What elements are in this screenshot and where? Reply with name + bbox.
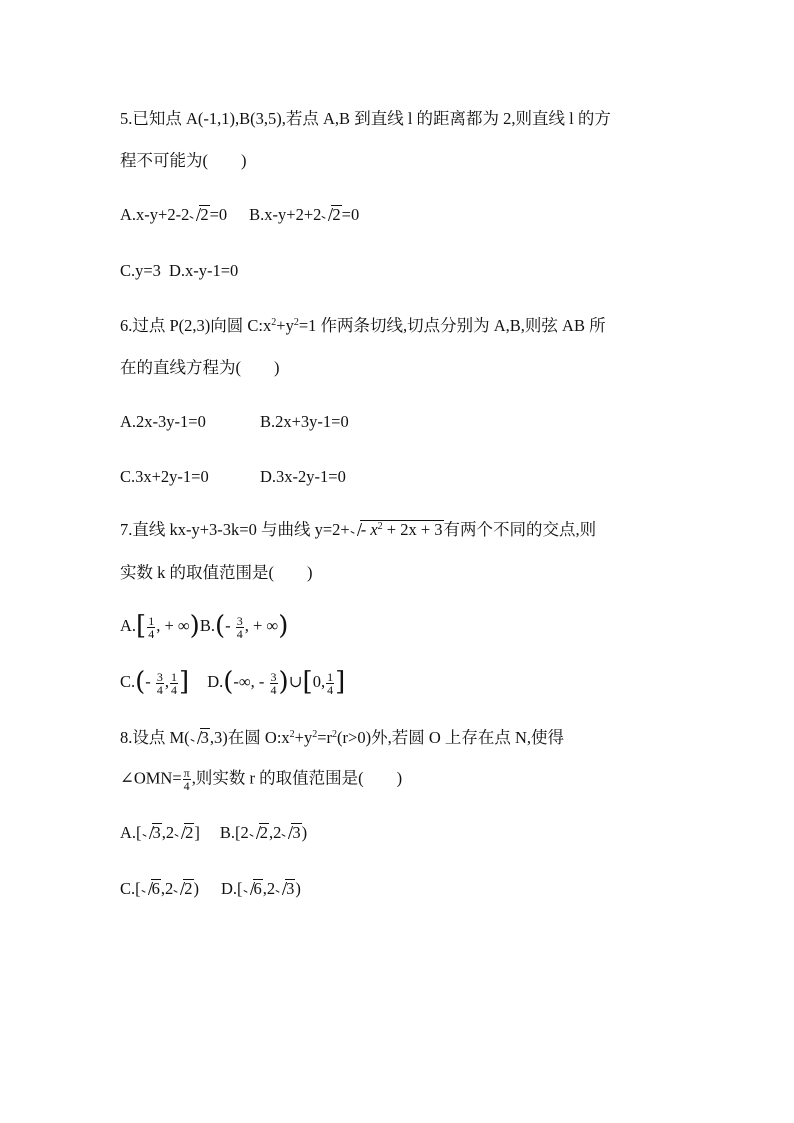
q8-stem-line2: ∠OMN= $\frac{\pi}{4}$ ,则实数 r 的取值范围是( ) — [120, 766, 403, 793]
q8-option-c: C.[ 6,2 2) — [120, 879, 199, 898]
q6-stem-line2: 在的直线方程为( ) — [120, 358, 280, 377]
q5-option-b: B.x-y+2+2 2=0 — [249, 205, 360, 224]
q5-stem-line1: 5.已知点 A(-1,1),B(3,5),若点 A,B 到直线 l 的距离都为 2,则直线 l 的方 — [120, 109, 611, 128]
q8-option-b: B.[2 2,2 3) — [219, 823, 308, 842]
q8-options-ab — [120, 822, 307, 844]
q5-options-ab — [120, 204, 359, 226]
q7-stem-line1: 7.直线 kx-y+3-3k=0 与曲线 $y=2+ - x^2 + 2x + 3$有两个不同的交点,则 — [120, 520, 597, 539]
q7-options-ab — [120, 611, 289, 642]
q5-option-a: A.x-y+2-2 2=0 — [120, 205, 228, 224]
q8-options-cd — [120, 878, 301, 900]
q7-option-b: B.(- $\frac{3}{4}$ , + ∞) — [199, 611, 289, 642]
q8-option-a: A.[ 3,2 2] — [120, 823, 200, 842]
q7-option-a: A.[ $\frac{1}{4}$ , + ∞) — [120, 611, 200, 642]
q8-option-d: D.[ 6,2 3) — [221, 879, 301, 898]
q5-options-cd — [120, 260, 238, 282]
q6-stem-line1: 6.过点 P(2,3)向圆 $C:x^2+y^2=1$ 作两条切线,切点分别为 A,B,则弦 AB 所 — [120, 316, 606, 335]
q7-options-cd — [120, 667, 346, 698]
q7-option-d: D.(-∞, - $\frac{3}{4}$ )∪[0, $\frac{1}{4}$ ] — [207, 667, 346, 698]
q8-stem-line1: 8.设点 M( 3,3)在圆 $O:x^2+y^2=r^2(r>0)$外,若圆 O 上存在点 N,使得 — [120, 728, 565, 747]
q7-stem-line2: 实数 k 的取值范围是( ) — [120, 563, 313, 582]
q6-options-ab — [120, 411, 349, 433]
q6-option-c: C.3x+2y-1=0 — [120, 467, 209, 486]
q7-option-c: C.(- $\frac{3}{4}$ , $\frac{1}{4}$ ] — [120, 667, 190, 698]
q6-option-b: B.2x+3y-1=0 — [260, 412, 349, 431]
q6-option-d: D.3x-2y-1=0 — [260, 467, 346, 486]
q5-stem-line2: 程不可能为( ) — [120, 151, 247, 170]
q6-option-a: A.2x-3y-1=0 — [120, 412, 206, 431]
q5-option-c: C.y=3 — [120, 261, 161, 280]
q5-option-d: D.x-y-1=0 — [168, 261, 239, 280]
q6-options-cd — [120, 466, 346, 488]
